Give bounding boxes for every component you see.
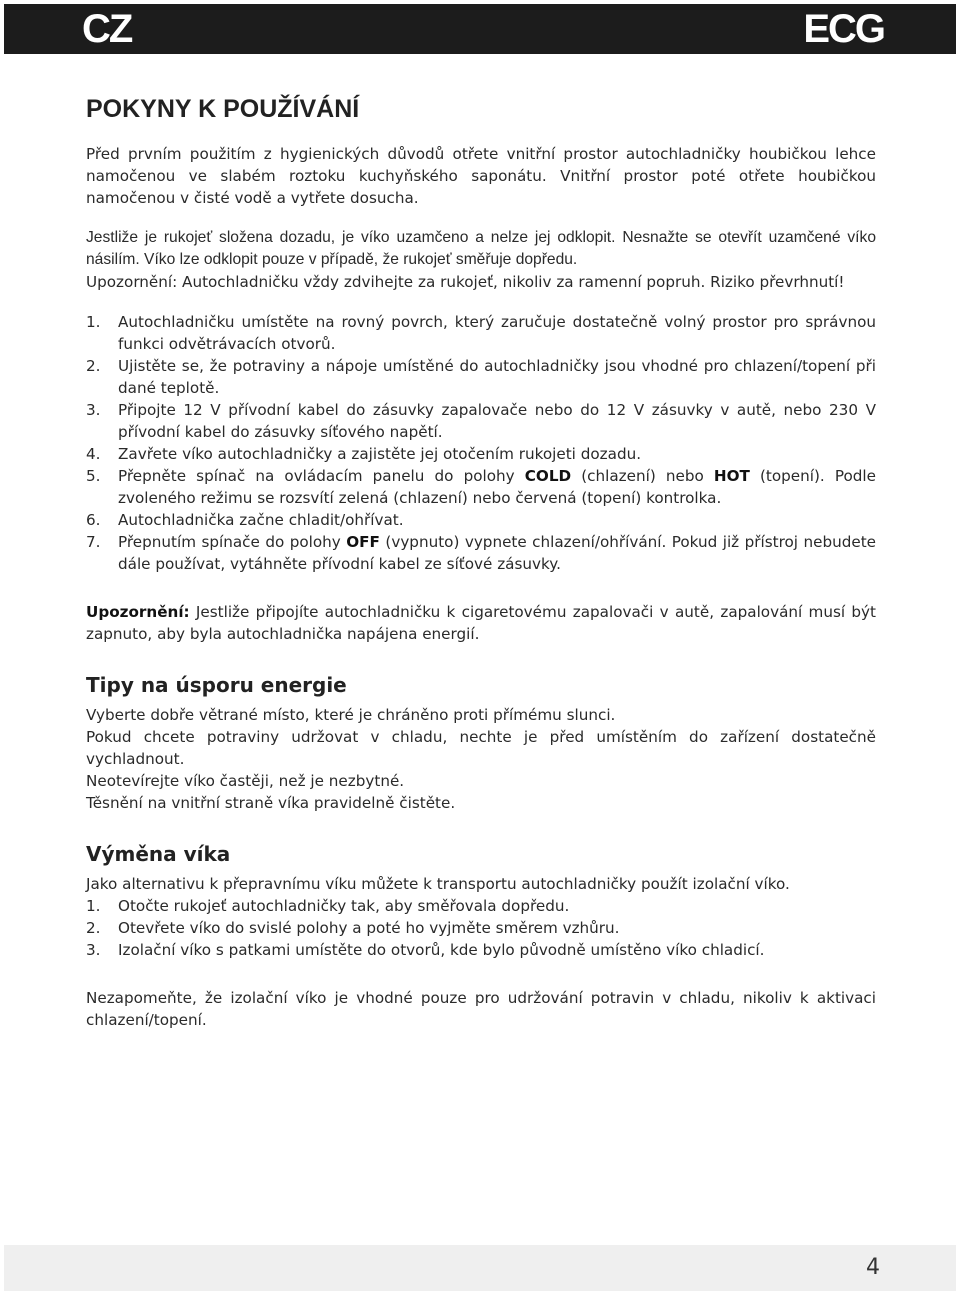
page-title: POKYNY K POUŽÍVÁNÍ	[86, 95, 360, 123]
step-text-post: (vypnuto) vypnete chlazení/ohřívání. Pokud již přístroj nebudete dále používat, vytáhněte přívodní kabel ze síťové zásuvky.	[118, 533, 876, 573]
list-item	[86, 443, 876, 465]
language-label: CZ	[82, 7, 132, 51]
lid-note: Nezapomeňte, že izolační víko je vhodné pouze pro udržování potravin v chladu, nikoliv k aktivaci chlazení/topení.	[86, 989, 876, 1029]
intro-paragraph: Před prvním použitím z hygienických důvodů otřete vnitřní prostor autochladničky houbičkou lehce namočenou ve slabém roztoku kuchyňského saponátu. Vnitřní prostor poté otřete houbičkou namočenou v čisté vodě a vytřete dosucha.	[86, 145, 876, 207]
list-item	[86, 399, 876, 443]
step-number: 6.	[86, 511, 101, 529]
tips-line: Těsnění na vnitřní straně víka pravidelně čistěte.	[86, 794, 456, 812]
list-item	[86, 311, 876, 355]
list-item	[86, 509, 876, 531]
tips-line: Pokud chcete potraviny udržovat v chladu, nechte je před umístěním do zařízení dostatečně vychladnout.	[86, 728, 876, 768]
caution-paragraph: Upozornění: Autochladničku vždy zdvihejte za rukojeť, nikoliv za ramenní popruh. Riziko převrhnutí!	[86, 273, 845, 291]
step-text: Připojte 12 V přívodní kabel do zásuvky zapalovače nebo do 12 V zásuvky v autě, nebo 230 V přívodní kabel do zásuvky síťového napětí.	[118, 401, 876, 441]
handle-paragraph: Jestliže je rukojeť složena dozadu, je víko uzamčeno a nelze jej odklopit. Nesnažte se otevřít uzamčené víko násilím. Víko lze odklopit pouze v případě, že rukojeť směřuje dopředu.	[86, 229, 876, 268]
step-text-mid: (chlazení) nebo	[571, 467, 714, 485]
lid-intro: Jako alternativu k přepravnímu víku můžete k transportu autochladničky použít izolační víko.	[86, 875, 790, 893]
mode-cold-keyword: COLD	[524, 467, 572, 485]
tips-line: Neotevírejte víko častěji, než je nezbytné.	[86, 772, 405, 790]
tips-line: Vyberte dobře větrané místo, které je chráněno proti přímému slunci.	[86, 706, 616, 724]
step-number: 2.	[86, 357, 101, 375]
step-number: 3.	[86, 401, 101, 419]
list-item	[86, 939, 876, 961]
warning-text: Jestliže připojíte autochladničku k cigaretovému zapalovači v autě, zapalování musí být zapnuto, aby byla autochladnička napájena energií.	[86, 603, 876, 643]
step-number: 1.	[86, 313, 101, 331]
list-item	[86, 465, 876, 509]
mode-off-keyword: OFF	[346, 533, 380, 551]
step-number: 5.	[86, 467, 101, 485]
step-number: 4.	[86, 445, 101, 463]
step-text: Ujistěte se, že potraviny a nápoje umístěné do autochladničky jsou vhodné pro chlazení/topení při dané teplotě.	[118, 357, 876, 397]
step-text: Izolační víko s patkami umístěte do otvorů, kde bylo původně umístěno víko chladicí.	[118, 941, 765, 959]
step-text: Zavřete víko autochladničky a zajistěte jej otočením rukojeti dozadu.	[118, 445, 642, 463]
lid-steps-list	[86, 895, 876, 961]
list-item	[86, 917, 876, 939]
warning-paragraph	[86, 601, 876, 645]
mode-hot-keyword: HOT	[713, 467, 750, 485]
usage-steps-list	[86, 311, 876, 575]
step-text-post: (topení). Podle zvoleného režimu se rozsvítí zelená (chlazení) nebo červená (topení) kontrolka.	[118, 467, 876, 507]
list-item	[86, 531, 876, 575]
step-text-pre: Přepnutím spínače do polohy	[118, 533, 347, 551]
lid-heading: Výměna víka	[86, 842, 231, 866]
page-number: 4	[866, 1255, 880, 1280]
brand-logo: ECG	[803, 7, 884, 51]
step-text-pre: Přepněte spínač na ovládacím panelu do polohy	[118, 467, 525, 485]
footer-bar	[4, 1245, 956, 1291]
warning-label: Upozornění:	[86, 603, 190, 621]
step-number: 3.	[86, 941, 101, 959]
header-bar	[4, 4, 956, 54]
step-number: 7.	[86, 533, 101, 551]
step-text: Otevřete víko do svislé polohy a poté ho vyjměte směrem vzhůru.	[118, 919, 620, 937]
step-text: Autochladnička začne chladit/ohřívat.	[118, 511, 404, 529]
list-item	[86, 895, 876, 917]
page-content	[86, 92, 876, 1031]
step-text: Autochladničku umístěte na rovný povrch, který zaručuje dostatečně volný prostor pro správnou funkci odvětrávacích otvorů.	[118, 313, 876, 353]
step-text: Otočte rukojeť autochladničky tak, aby směřovala dopředu.	[118, 897, 570, 915]
step-number: 2.	[86, 919, 101, 937]
step-number: 1.	[86, 897, 101, 915]
list-item	[86, 355, 876, 399]
tips-heading: Tipy na úsporu energie	[86, 673, 347, 697]
